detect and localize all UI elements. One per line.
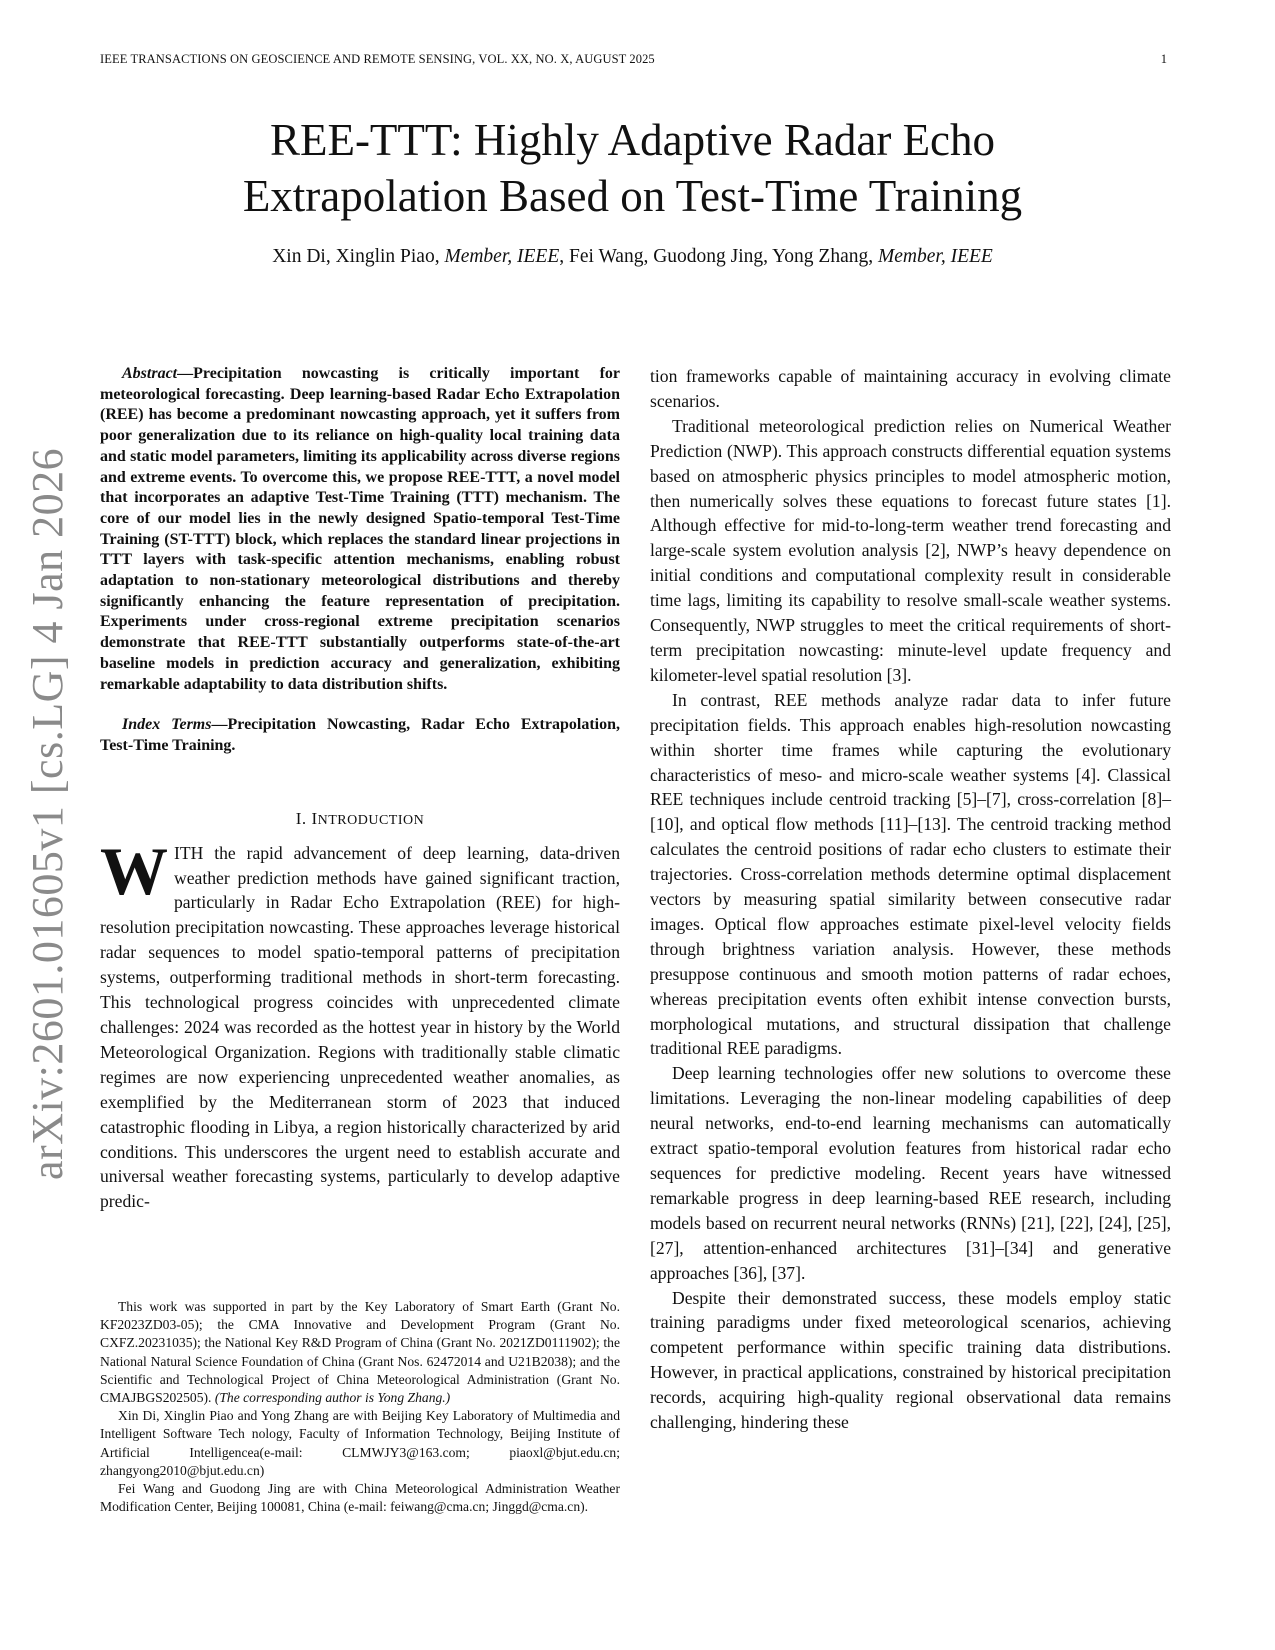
abstract-lead: Abstract — [122, 365, 178, 382]
footnote-affiliation-2: Fei Wang and Guodong Jing are with China Meteorological Administration Weather Modification Center, Beijing 100081, China (e-mail: feiwang@cma.cn; Jinggd@cma.cn). — [100, 1481, 620, 1515]
footnote-funding-text: This work was supported in part by the Key Laboratory of Smart Earth (Grant No. KF2023ZD03-05); the CMA Innovative and Development Program (Grant No. CXFZ.20231035); the National Key R&D Program of China (Grant No. 2021ZD0111902); the National Natural Science Foundation of China (Grant Nos. 62472014 and U21B2038); and the Scientific and Technological Project of China Meteorological Administration (Grant No. CMAJBGS202505). — [100, 1299, 620, 1406]
index-terms-lead: Index Terms — [122, 716, 212, 734]
abstract-text: —Precipitation nowcasting is critically important for meteorological forecasting. Deep learning-based Radar Echo Extrapolation (REE) has become a predominant nowcasting approach, yet it suffers from poor generalization due to its reliance on high-quality local training data and static model parameters, limiting its applicability across diverse regions and extreme events. To overcome this, we propose REE-TTT, a novel model that incorporates an adaptive Test-Time Training (TTT) mechanism. The core of our model lies in the newly designed Spatio-temporal Test-Time Training (ST-TTT) block, which replaces the standard linear projections in TTT layers with task-specific attention mechanisms, enabling robust adaptation to non-stationary meteorological distributions and thereby significantly enhancing the feature representation of precipitation. Experiments under cross-regional extreme precipitation scenarios demonstrate that REE-TTT substantially outperforms state-of-the-art baseline models in prediction accuracy and generalization, exhibiting remarkable adaptability to data distribution shifts. — [100, 365, 620, 693]
arxiv-sidebar-id: arXiv:2601.01605v1 [cs.LG] 4 Jan 2026 — [23, 447, 72, 1180]
right-paragraph-deep-learning: Deep learning technologies offer new solutions to overcome these limitations. Leveraging the non-linear modeling capabilities of deep neural networks, end-to-end learning mechanisms can automatically extract spatio-temporal evolution features from historical radar echo sequences for predictive modeling. Recent years have witnessed remarkable progress in deep learning-based REE research, including models based on recurrent neural networks (RNNs) [21], [22], [24], [25], [27], attention-enhanced architectures [31]–[34] and generative approaches [36], [37]. — [650, 1063, 1171, 1283]
paper-title — [100, 112, 1165, 224]
intro-paragraph — [100, 832, 620, 1215]
right-paragraph-ree-methods: In contrast, REE methods analyze radar data to infer future precipitation fields. This approach enables high-resolution nowcasting within shorter time frames while capturing the evolutionary characteristics of meso- and micro-scale weather systems [4]. Classical REE techniques include centroid tracking [5]–[7], cross-correlation [8]–[10], and optical flow methods [11]–[13]. The centroid tracking method calculates the centroid positions of radar echo clusters to estimate their trajectories. Cross-correlation methods determine optimal displacement vectors by measuring spatial similarity between consecutive radar images. Optical flow approaches estimate pixel-level velocity fields through brightness variation analysis. However, these methods presuppose continuous and smooth motion patterns of radar echoes, whereas precipitation events often exhibit intense convection bursts, morphological mutations, and structural dissipation that challenge traditional REE paradigms. — [650, 689, 1171, 1059]
right-column — [650, 364, 1171, 1435]
right-paragraph-static-training: Despite their demonstrated success, these models employ static training paradigms under fixed meteorological scenarios, achieving competent performance within specific training data distributions. However, in practical applications, constrained by historical precipitation records, acquiring high-quality regional observational data remains challenging, hindering these — [650, 1287, 1171, 1433]
footnotes — [100, 1298, 620, 1516]
footnote-funding — [100, 1298, 620, 1407]
author-role-2: Member, IEEE — [878, 246, 993, 267]
left-column — [100, 364, 620, 1214]
right-paragraph-nwp: Traditional meteorological prediction relies on Numerical Weather Prediction (NWP). This approach constructs differential equation systems based on atmospheric physics principles to model atmospheric motion, then numerically solves these equations to forecast future states [1]. Although effective for mid-to-long-term weather trend forecasting and large-scale system evolution analysis [2], NWP’s heavy dependence on initial conditions and computational complexity result in considerable time lags, limiting its capability to resolve small-scale weather systems. Consequently, NWP struggles to meet the critical requirements of short-term precipitation nowcasting: minute-level update frequency and kilometer-level spatial resolution [3]. — [650, 415, 1171, 685]
index-terms-text: —Precipitation Nowcasting, Radar Echo Extrapolation, Test-Time Training. — [100, 716, 621, 754]
running-head: IEEE TRANSACTIONS ON GEOSCIENCE AND REMOTE SENSING, VOL. XX, NO. X, AUGUST 2025 — [100, 52, 655, 66]
page-number: 1 — [1160, 52, 1167, 66]
index-terms — [100, 715, 620, 756]
section-rest: NTRODUCTION — [317, 812, 425, 828]
footnote-corresponding-author: (The corresponding author is Yong Zhang.) — [214, 1390, 451, 1406]
section-first-letter: I — [311, 808, 318, 828]
right-paragraph-continuation: tion frameworks capable of maintaining accuracy in evolving climate scenarios. — [650, 366, 1171, 411]
author-role-1: Member, IEEE — [444, 246, 560, 267]
author-list — [100, 246, 1165, 268]
section-heading-introduction — [100, 809, 620, 829]
title-line-1: REE-TTT: Highly Adaptive Radar Echo — [269, 115, 996, 165]
drop-cap: W — [100, 832, 168, 909]
authors-part-2: , Fei Wang, Guodong Jing, Yong Zhang, — [559, 246, 879, 267]
intro-text: ITH the rapid advancement of deep learning, data-driven weather prediction methods have gained significant traction, particularly in Radar Echo Extrapolation (REE) for high-resolution precipitation nowcasting. These approaches leverage historical radar sequences to model spatio-temporal patterns of precipitation systems, outperforming traditional methods in short-term forecasting. This technological progress coincides with unprecedented climate challenges: 2024 was recorded as the hottest year in history by the World Meteorological Organization. Regions with traditionally stable climatic regimes are now experiencing unprecedented weather anomalies, as exemplified by the Mediterranean storm of 2023 that induced catastrophic flooding in Libya, a region historically characterized by arid conditions. This underscores the urgent need to establish accurate and universal weather forecasting systems, particularly to develop adaptive predic- — [100, 842, 620, 1212]
footnote-affiliation-1: Xin Di, Xinglin Piao and Yong Zhang are with Beijing Key Laboratory of Multimedia and Intelligent Software Tech nology, Faculty of Information Technology, Beijing Institute of Artificial Intelligencea(e-mail: CLMWJY3@163.com; piaoxl@bjut.edu.cn; zhangyong2010@bjut.edu.cn) — [100, 1408, 620, 1478]
section-numeral: I. — [295, 808, 312, 828]
authors-part-1: Xin Di, Xinglin Piao, — [272, 246, 445, 267]
title-line-2: Extrapolation Based on Test-Time Training — [242, 171, 1023, 221]
abstract — [100, 364, 620, 695]
